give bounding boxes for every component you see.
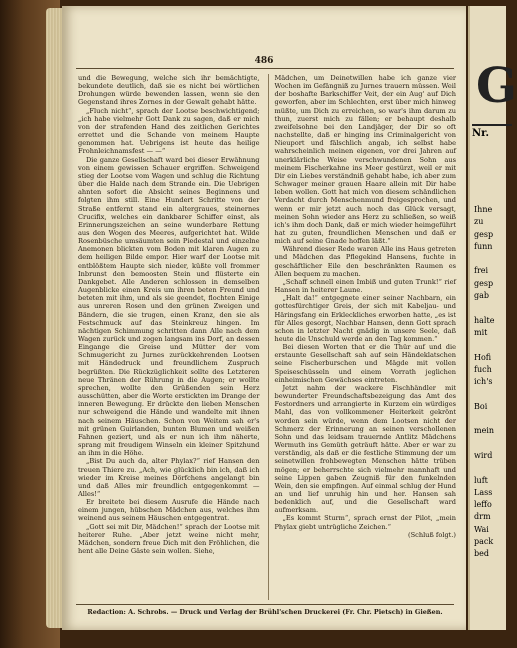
paragraph: „Gott sei mit Dir, Mädchen!“ sprach der Lootse mit heiterer Ruhe. „Aber jetzt weine nicht mehr, Mädchen, sondern freue Dich mit den Fröhlichen, die hent alle Deine Gäste sein wollen. Siehe,	[78, 522, 260, 556]
paragraph: „Schaff schnell einen Imbiß und guten Trunk!“ rief Hansen in heiterer Laune.	[274, 277, 456, 295]
text-fragment: gab	[474, 291, 490, 301]
text-fragment	[474, 253, 494, 265]
text-fragment: fuch	[474, 364, 492, 374]
paragraph: „Es kommt Sturm“, sprach ernst der Pilot, „mein Phylax giebt untrügliche Zeichen.“	[274, 514, 456, 531]
text-fragment: halte	[474, 315, 495, 325]
text-fragment: Ihne	[474, 205, 493, 214]
next-page-fragments	[474, 204, 494, 561]
text-fragment: luft	[474, 475, 488, 485]
paragraph: „Bist Du auch da, alter Phylax?“ rief Hansen den treuen Thiere zu. „Ach, wie glücklich bin ich, daß ich wieder im Kreise meines Dörfchens angelangt bin und daß Alles mir freundlich entgegenkommt — Alles!“	[78, 457, 260, 498]
text-fragment: funn	[474, 241, 493, 251]
text-fragment: Lass	[474, 487, 493, 497]
text-fragment	[474, 462, 494, 474]
imprint-footer: Redaction: A. Schrobs. — Druck und Verlag der Brühl'schen Druckerei (Fr. Chr. Pietsch) in Gießen.	[87, 608, 443, 616]
text-fragment: frei	[474, 266, 489, 276]
text-fragment	[474, 388, 494, 400]
text-fragment: Wai	[474, 524, 489, 534]
paragraph: Bei diesen Worten that er die Thür auf und die erstaunte Gesellschaft sah auf sein Händeklatschen seine Fischerburschen und Mägde mit vollen Speiseschüsseln und einem Vorrath jeglichen einheimischen Gewächses eintreten.	[274, 343, 456, 384]
paragraph: „Halt da!“ entgegnete einer seiner Nachbarn, ein gottesfürchtiger Greis, der sich mit Kabeljau- und Häringsfang ein Erkleckliches erworben hatte, „es ist für Alles gesorgt, Nachbar Hansen, denn Gott sprach schon in letzter Nacht gnädig in unsere Seele, daß heute die Unschuld werde an den Tag kommen.“	[274, 294, 456, 343]
text-fragment: pack	[474, 537, 494, 547]
paragraph: Die ganze Gesellschaft ward bei dieser Erwähnung von einem gewissen Schauer ergriffen. Schweigend stieg der Lootse vom Wagen und schlug die Richtung über die Halde nach dem Strande ein. Die Uebrigen ahnten sofort die Absicht seines Beginnens und folgten ihm still. Eine Hundert Schritte von der Straße entfernt stand ein altergraues, steinernes Crucifix, welches ein dankbarer Schiffer einst, als Erinnerungszeichen an seine wunderbare Rettung aus den Wogen des Meeres, aufgerichtet hat. Wilde Rosenbüsche umsäumten sein Piedestal und einzelne Anemonen blickten vom Boden mit klaren Augen zu dem heiligen Bilde empor. Hier warf der Lootse mit entblößtem Haupte sich nieder, küßte voll frommer Inbrunst den bemoosten Stein und flüsterte ein Dankgebet. Alle Anderen schlossen in demselben Augenblicke einen Kreis um ihren beten Freund und beteten mit ihm, und als sie geendet, flochten Einige aus unreren Rosen und den grünen Zweigen und Bändern, die sie trugen, einen Kranz, den sie als Festschmuck auf das Steinkreuz hingen. Im nächtigen Schimmung schritten dann Alle nach dem Wagen zurück und zogen langsam ins Dorf, an dessen Eingange die Greise und Mütter der vom Schmugericht zu Jurnes zurückkehrenden Lootsen mit Händedruck und freundlichem Zuspruch begrüßten. Die Rückzüglichkeit sollte des Letzteren neue Thränen der Rührung in die Augen; er wollte sprechen, wollte den Grüßenden sein Herz ausschütten, aber die Worte erstickten im Drange der inneren Bewegung. Er drückte den lieben Menschen nur schweigend die Hände und wandelte mit ihnen nach seinem Häuschen. Schon von Weitem sah er's mit grünen Guirlanden, bunten Blumen und weißen Fahnen geziert, und als er nun ich ihm näherte, sprang mit freudigem Winseln ein kleiner Spitzhund an ihm in die Höhe.	[78, 155, 260, 458]
text-fragment: ich's	[474, 377, 493, 387]
text-columns	[78, 74, 456, 600]
paragraph: Er breitete bei diesem Ausrufe die Hände nach einem jungen, hübschen Mädchen aus, welches ihm weinend aus seinem Häuschen entgegentrat.	[78, 498, 260, 523]
text-fragment	[474, 438, 494, 450]
next-page-edge	[468, 6, 517, 630]
footer-rule	[76, 604, 454, 605]
left-column	[78, 74, 260, 600]
right-column	[268, 74, 457, 600]
text-fragment: Hofi	[474, 352, 492, 362]
text-fragment: gesp	[474, 229, 494, 239]
text-fragment: leffo	[474, 500, 492, 510]
text-fragment	[474, 339, 494, 351]
text-fragment: mein	[474, 426, 495, 436]
text-fragment	[474, 302, 494, 314]
paragraph: und die Bewegung, welche sich ihr bemächtigte, bekundete deutlich, daß sie es nicht bei wörtlichen Drohungen würde bewenden lassen, wenn sie den Gegenstand ihres Zornes in der Gewalt gehabt hätte.	[78, 74, 260, 107]
masthead-letter: G	[476, 58, 517, 114]
text-fragment: drm	[474, 512, 491, 522]
paragraph: „Fluch nicht“, sprach der Lootse beschwichtigend; „ich habe vielmehr Gott Dank zu sagen, daß er mich von der strafenden Hand des zeitlichen Gerichtes errettet und die Schande von meinem Haupte genommen hat. Uebrigens ist heute das heilige Frohnleichnamsfest — —“	[78, 106, 260, 156]
paragraph: Jetzt nahm der wackere Fischhändler mit bewunderter Freundschaftsbezeigung das Amt des Festordners und arrangierte in Kurzem ein würdiges Mahl, das von vollkommener Heiterkeit gekrönt worden sein würde, wenn dem Lootsen nicht der Schmerz der Erinnerung an seinen verschollenen Sohn und das leidsam trauernde Antlitz Mädchens Wermuth ins Gemüth geträuft hätte. Aber er war zu verständig, als daß er die festliche Stimmung der um seinetwillen frohbewegten Menschen hätte trüben mögen; er beherrschte sich vielmehr mannhaft und seine Lippen gaben Zeugniß für den funkelnden Wein, den sie empfingen. Auf einmal schlug der Hund an und lief unruhig hin und her. Hansen sah bedenklich auf, und die Gesellschaft ward aufmerksam.	[274, 383, 456, 515]
header-rule	[76, 68, 454, 69]
text-fragment: gesp	[474, 278, 494, 288]
to-be-continued: (Schluß folgt.)	[408, 530, 456, 539]
paragraph: Mädchen, um Deinetwillen habe ich ganze vier Wochen im Gefängniß zu Jurnes trauern müssen. Weil der boshafte Barkschiffer Veit, der ein Aug' auf Dich geworfen, aber im Schlechten, erst über mich hinweg müßte, um Dich zu erreichen, so war's ihm darum zu thun, zuerst mich zu fällen; er behaupt deshalb zweifelsohne bei den Landjäger, der Dir so oft nachstellte, daß er hinging ins Criminalgericht von Nieuport und fälschlich angab, ich selbst habe wahrscheinlich meinen eigenen, vor drei Jahren auf unerklärliche Weise verschwundenen Sohn aus meinem Fischerkahne ins Meer gestürzt, weil er mit Dir ein Liebes verständniß gehabt habe, ich aber zum Schwager meiner grauen Haare allein mit Dir habe leben wollen. Gott hat mich von diesem schändlichen Verdacht durch Menschenmund freigesprochen, und wenn er mir jetzt auch noch das Glück versagt, meinen Sohn wieder ans Herz zu schließen, so weiß ich's ihm doch Dank, daß er mich wieder heimgeführt hat zu guten, freundlichen Menschen und daß er mich auf seine Gnade hoffen läßt.“	[274, 74, 456, 246]
text-fragment: zu	[474, 217, 484, 227]
page-number: 486	[254, 56, 274, 66]
text-fragment: bed	[474, 549, 489, 559]
text-fragment	[474, 413, 494, 425]
text-fragment: mit	[474, 327, 488, 337]
book-page	[62, 6, 466, 630]
text-fragment: wird	[474, 450, 493, 460]
text-fragment: Boi	[474, 401, 488, 411]
issue-number-label: Nr.	[472, 124, 512, 139]
paragraph: Während dieser Rede waren Alle ins Haus getreten und Mädchen das Pflegekind Hansens, fuchte in geschäftlicher Eile den beschränkten Raumen es Allen bequem zu machen.	[274, 245, 456, 278]
